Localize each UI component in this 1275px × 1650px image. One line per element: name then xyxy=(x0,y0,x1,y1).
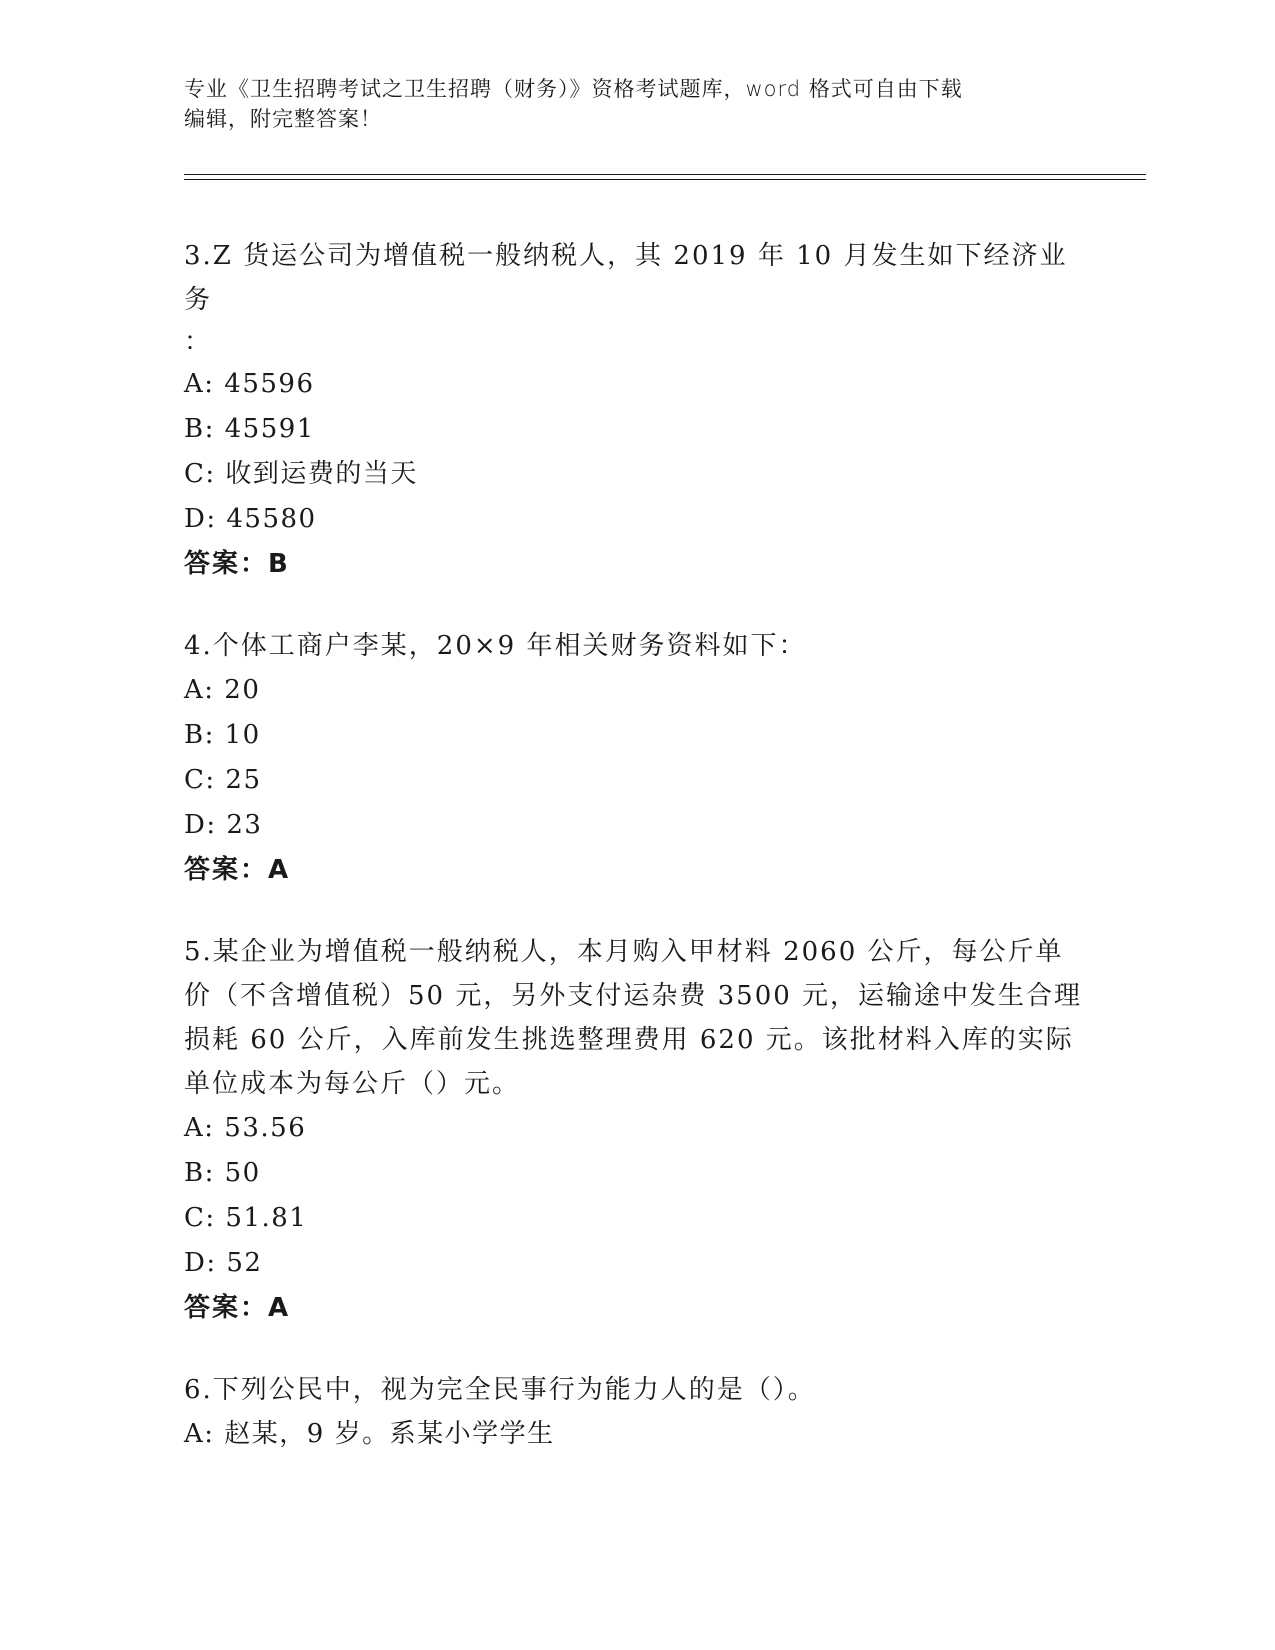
option-c: C: 收到运费的当天 xyxy=(184,459,418,489)
option-a: A: 20 xyxy=(184,675,261,705)
question-text-line: 损耗 60 公斤，入库前发生挑选整理费用 620 元。该批材料入库的实际 xyxy=(184,1025,1074,1055)
question-text-line: 5.某企业为增值税一般纳税人，本月购入甲材料 2060 公斤，每公斤单 xyxy=(184,937,1064,967)
header-line-2: 编辑，附完整答案！ xyxy=(184,107,382,131)
question-text-line: 单位成本为每公斤（）元。 xyxy=(184,1069,521,1099)
answer: 答案：B xyxy=(184,549,290,579)
question-5 xyxy=(184,930,1084,1330)
question-text-line: ： xyxy=(184,327,213,357)
option-d: D: 45580 xyxy=(184,504,317,534)
option-d: D: 23 xyxy=(184,810,263,840)
option-b: B: 50 xyxy=(184,1158,261,1188)
option-a: A: 53.56 xyxy=(184,1113,307,1143)
option-c: C: 25 xyxy=(184,765,262,795)
header-line-1: 专业《卫生招聘考试之卫生招聘（财务）》资格考试题库，word 格式可自由下载 xyxy=(184,77,963,101)
option-a: A: 赵某，9 岁。系某小学学生 xyxy=(184,1419,555,1449)
question-6 xyxy=(184,1368,1084,1457)
option-c: C: 51.81 xyxy=(184,1203,308,1233)
header-divider-top xyxy=(184,174,1146,175)
answer: 答案：A xyxy=(184,855,291,885)
header-divider-bottom xyxy=(184,179,1146,180)
question-list xyxy=(184,234,1084,1495)
question-text-line: 价（不含增值税）50 元，另外支付运杂费 3500 元，运输途中发生合理 xyxy=(184,981,1083,1011)
option-b: B: 45591 xyxy=(184,414,315,444)
question-text-line: 6.下列公民中，视为完全民事行为能力人的是（）。 xyxy=(184,1375,816,1405)
option-d: D: 52 xyxy=(184,1248,263,1278)
question-text-line: 4.个体工商户李某，20×9 年相关财务资料如下： xyxy=(184,631,807,661)
question-4 xyxy=(184,624,1084,892)
option-b: B: 10 xyxy=(184,720,261,750)
answer: 答案：A xyxy=(184,1293,291,1323)
question-3 xyxy=(184,234,1084,586)
option-a: A: 45596 xyxy=(184,369,315,399)
question-text-line: 3.Z 货运公司为增值税一般纳税人，其 2019 年 10 月发生如下经济业务 xyxy=(184,241,1068,315)
document-header xyxy=(184,74,1064,134)
